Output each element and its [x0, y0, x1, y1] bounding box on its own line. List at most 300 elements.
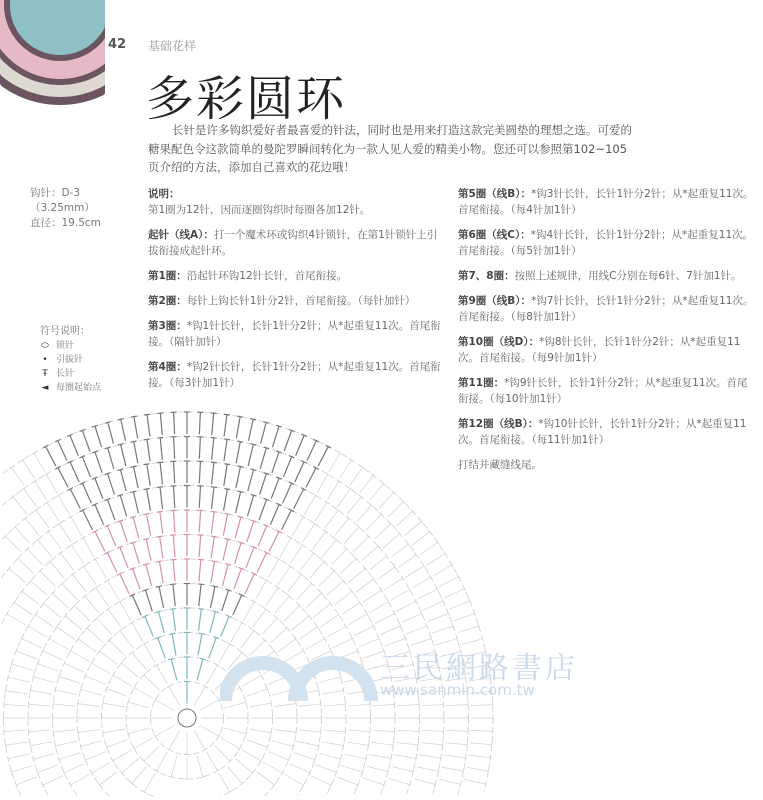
stitch-mark [444, 755, 466, 758]
stitch-top-mark [106, 607, 111, 611]
stitch-mark [428, 613, 448, 621]
stitch-mark [446, 705, 468, 706]
stitch-top-mark [9, 466, 14, 469]
stitch-top-mark [371, 473, 376, 477]
stitch-top-mark [225, 564, 231, 566]
stitch-mark [212, 462, 214, 484]
stitch-mark [38, 664, 59, 672]
stitch-mark [83, 538, 94, 557]
stitch-mark [348, 569, 365, 583]
stitch-mark [391, 590, 410, 601]
instruction-step [148, 227, 444, 259]
stitch-top-mark [5, 742, 6, 748]
instructions-left [148, 186, 444, 400]
legend-label: 引拔针 [56, 355, 84, 365]
stitch-mark [157, 752, 168, 771]
stitch-mark [169, 731, 180, 750]
stitch-mark [439, 779, 460, 784]
stitch-top-mark [211, 413, 217, 414]
stitch-mark [120, 631, 133, 648]
diameter-spec: 直径：19.5cm [30, 217, 101, 229]
stitch-top-mark [415, 599, 418, 604]
step-heading: 起针（线A）： [148, 229, 214, 241]
stitch-mark [81, 741, 102, 747]
stitch-top-mark [120, 771, 124, 776]
stitch-top-mark [81, 565, 86, 568]
stitch-mark [223, 514, 227, 536]
stitch-mark [160, 487, 163, 509]
watermark [220, 643, 640, 703]
stitch-mark [171, 756, 177, 777]
stitch-top-mark [336, 508, 341, 512]
step-heading: 第7、8圈： [458, 270, 515, 282]
stitch-mark [433, 565, 452, 576]
stitch-top-mark [440, 755, 441, 761]
stitch-mark [299, 627, 317, 640]
step-heading: 第5圈（线B）： [458, 188, 532, 200]
stitch-mark [370, 484, 384, 501]
step-text: *钩10针长针，长针1针分2针；从*起重复11次。首尾衔接。（每11针加1针） [458, 418, 747, 446]
stitch-mark [275, 596, 289, 613]
step-heading: 第12圈（线B）： [458, 418, 539, 430]
watermark-url: www.sanmin.com.tw [380, 681, 535, 699]
stitch-mark [134, 738, 153, 749]
stitch-mark [55, 690, 77, 695]
stitch-mark [7, 614, 26, 625]
step-text: 打结并藏缝线尾。 [458, 459, 542, 471]
stitch-mark [269, 531, 279, 551]
stitch-mark [147, 439, 150, 461]
stitch-top-mark [111, 673, 114, 678]
stitch-mark [146, 514, 150, 536]
stitch-mark [357, 505, 371, 522]
stitch-mark [199, 535, 201, 557]
stitch-mark [11, 467, 24, 485]
stitch-mark [87, 628, 103, 643]
stitch-top-mark [200, 658, 206, 660]
stitch-mark [100, 772, 117, 785]
stitch-mark [224, 439, 227, 461]
stitch-mark [422, 705, 444, 706]
stitch-mark [458, 626, 479, 633]
stitch-top-mark [156, 611, 162, 613]
stitch-mark [46, 447, 56, 467]
stitch-mark [380, 626, 400, 635]
step-heading: 第11圈： [458, 377, 505, 389]
stitch-top-mark [238, 746, 241, 751]
stitch-top-mark [296, 729, 297, 735]
stitch-top-mark [130, 542, 136, 544]
stitch-top-mark [105, 447, 111, 449]
stitch-mark [155, 725, 174, 736]
stitch-top-mark [224, 414, 230, 415]
stitch-mark [209, 638, 217, 659]
stitch-top-mark [457, 574, 460, 579]
stitch-top-mark [133, 746, 136, 751]
stitch-mark [223, 539, 228, 560]
legend-title: 符号说明： [40, 326, 90, 337]
stitch-mark [412, 532, 429, 545]
stitch-top-mark [323, 530, 328, 534]
stitch-mark [85, 752, 105, 760]
stitch-mark [211, 512, 214, 534]
stitch-top-mark [381, 482, 386, 486]
stitch-mark [272, 452, 279, 473]
stitch-top-mark [415, 552, 418, 557]
stitch-mark [82, 457, 90, 477]
stitch-mark [108, 422, 114, 443]
step-text: 按照上述规律，用线C分别在每6针、7针加1针。 [514, 270, 742, 282]
stitch-mark [348, 704, 370, 706]
stitch-top-mark [120, 661, 124, 666]
stitch-mark [144, 746, 160, 762]
stitch-top-mark [312, 522, 317, 525]
stitch-top-mark [42, 782, 45, 787]
stitch-mark [173, 560, 175, 582]
stitch-top-mark [69, 543, 74, 546]
stitch-top-mark [78, 729, 79, 735]
stitch-mark [44, 604, 61, 618]
stitch-mark [292, 517, 303, 536]
stitch-top-mark [276, 558, 281, 561]
stitch-mark [71, 517, 82, 536]
stitch-mark [263, 762, 282, 773]
stitch-mark [82, 483, 91, 503]
stitch-top-mark [211, 536, 217, 537]
stitch-mark [347, 497, 361, 514]
stitch-top-mark [118, 419, 124, 420]
stitch-mark [283, 457, 291, 477]
stitch-mark [30, 690, 52, 694]
stitch-mark [199, 584, 201, 606]
instruction-step [458, 186, 754, 218]
stitch-mark [445, 743, 467, 745]
stitch-mark [134, 688, 153, 699]
stitch-mark [228, 767, 242, 784]
stitch-mark [132, 623, 143, 642]
chain-oval-icon: ⬭ [41, 341, 49, 351]
stitch-top-mark [287, 594, 292, 598]
stitch-top-mark [157, 413, 163, 414]
watermark-logo-icon [220, 643, 380, 703]
stitch-top-mark [393, 742, 394, 748]
stitch-mark [31, 581, 48, 596]
stitch-mark [340, 460, 352, 479]
stitch-top-mark [325, 473, 330, 476]
stitch-top-mark [166, 685, 171, 688]
step-text: *钩3针长针，长针1针分2针；从*起重复11次。首尾衔接。（每4针加1针） [458, 188, 754, 216]
stitch-mark [396, 601, 416, 611]
stitch-top-mark [302, 783, 305, 788]
stitch-top-mark [238, 516, 244, 518]
stitch-top-mark [311, 551, 316, 555]
stitch-mark [392, 767, 413, 772]
stitch-mark [159, 561, 163, 583]
stitch-mark [65, 616, 82, 630]
stitch-mark [134, 417, 138, 439]
stitch-top-mark [263, 447, 269, 449]
stitch-mark [107, 740, 128, 748]
stitch-mark [414, 779, 435, 785]
stitch-mark [171, 659, 177, 680]
stitch-top-mark [359, 495, 364, 499]
stitch-mark [222, 564, 228, 585]
stitch-mark [318, 447, 328, 467]
stitch-mark [347, 742, 369, 745]
step-heading: 第6圈（线C）： [458, 229, 531, 241]
stitch-top-mark [239, 621, 244, 624]
stitch-top-mark [251, 771, 255, 776]
stitch-mark [95, 559, 106, 578]
stitch-mark [274, 704, 296, 707]
stitch-top-mark [76, 637, 80, 642]
stitch-top-mark [198, 559, 204, 560]
stitch-mark [432, 626, 453, 633]
stitch-mark [75, 606, 91, 622]
stitch-mark [174, 412, 175, 434]
step-heading: 第1圈： [148, 270, 187, 282]
stitch-top-mark [337, 612, 340, 617]
stitch-top-mark [211, 437, 217, 438]
stitch-mark [344, 527, 359, 543]
stitch-top-mark [63, 613, 67, 618]
stitch-top-mark [240, 782, 245, 786]
stitch-mark [294, 489, 304, 509]
stitch-mark [418, 589, 438, 599]
stitch-top-mark [393, 565, 397, 570]
stitch-top-mark [418, 742, 419, 748]
stitch-mark [120, 574, 129, 594]
stitch-mark [174, 437, 175, 459]
stitch-top-mark [372, 623, 375, 628]
stitch-mark [173, 486, 174, 508]
stitch-mark [29, 730, 51, 732]
stitch-mark [23, 460, 35, 479]
stitch-mark [155, 700, 174, 711]
legend-item [40, 353, 101, 367]
step-text: *钩7针长针，长针1针分2针；从*起重复11次。首尾衔接。（每8针加1针） [458, 295, 754, 323]
stitch-top-mark [130, 651, 135, 655]
stitch-mark [197, 756, 203, 777]
step-heading: 第9圈（线B）： [458, 295, 532, 307]
stitch-mark [384, 578, 402, 590]
stitch-top-mark [117, 600, 122, 603]
stitch-mark [29, 704, 51, 706]
stitch-mark [313, 604, 330, 618]
stitch-mark [307, 441, 316, 461]
stitch-top-mark [168, 658, 174, 660]
stitch-top-mark [98, 783, 102, 788]
stitch-top-mark [307, 613, 311, 618]
stitch-top-mark [20, 589, 24, 594]
stitch-mark [348, 614, 367, 625]
stitch-mark [95, 505, 104, 525]
stitch-mark [197, 659, 203, 680]
stitch-top-mark [323, 636, 326, 641]
stitch-mark [245, 574, 254, 594]
stitch-top-mark [252, 600, 257, 603]
stitch-mark [113, 675, 132, 686]
stitch-mark [12, 766, 33, 772]
stitch-mark [107, 500, 115, 521]
stitch-top-mark [217, 734, 220, 739]
stitch-top-mark [23, 516, 28, 520]
stitch-mark [369, 754, 391, 758]
stitch-top-mark [272, 783, 276, 788]
stitch-mark [108, 474, 115, 495]
stitch-top-mark [144, 489, 150, 490]
stitch-mark [225, 702, 246, 708]
stitch-mark [417, 767, 439, 772]
stitch-mark [70, 489, 80, 509]
stitch-top-mark [157, 462, 163, 463]
stitch-mark [133, 517, 139, 538]
legend-item [40, 381, 101, 395]
stitch-mark [412, 577, 431, 588]
legend-label: 锁针 [56, 341, 75, 351]
instruction-step [148, 268, 444, 284]
stitch-mark [405, 521, 422, 535]
stitch-mark [210, 612, 216, 633]
stitch-mark [327, 581, 344, 596]
step-text: 沿起针环钩12针长针，首尾衔接。 [186, 270, 348, 282]
stitch-mark [169, 686, 180, 705]
hook-size: （3.25mm） [30, 202, 95, 214]
stitch-mark [59, 495, 70, 514]
stitch-mark [315, 502, 327, 520]
legend-label: 每圈起始点 [56, 383, 102, 393]
stitch-top-mark [157, 487, 163, 488]
stitch-mark [84, 566, 96, 584]
stitch-mark [235, 543, 241, 564]
crochet-mat-photo [0, 0, 105, 108]
stitch-top-mark [351, 636, 354, 641]
step-text: *钩1针长针，长针1针分2针；从*起重复11次。首尾衔接。（隔针加针） [148, 320, 441, 348]
stitch-mark [159, 612, 165, 633]
stitch-mark [373, 730, 395, 731]
stitch-top-mark [451, 562, 454, 567]
stitch-top-mark [111, 758, 114, 763]
stitch-top-mark [203, 748, 208, 751]
stitch-mark [24, 489, 37, 507]
step-text: *钩8针长针，长针1针分2针；从*起重复11次。首尾衔接。（每9针加1针） [458, 336, 741, 364]
stitch-top-mark [492, 742, 493, 748]
stitch-top-mark [406, 542, 410, 547]
stitch-top-mark [276, 586, 281, 589]
stitch-mark [305, 593, 321, 608]
stitch-mark [439, 577, 459, 587]
symbol-legend [40, 325, 101, 395]
stitch-mark [396, 511, 412, 526]
stitch-mark [225, 728, 246, 734]
stitch-mark [317, 474, 328, 493]
stitch-top-mark [34, 508, 39, 512]
stitch-mark [258, 526, 266, 546]
stitch-top-mark [366, 611, 369, 616]
stitch-mark [221, 616, 229, 636]
stitch-top-mark [237, 416, 243, 417]
stitch-mark [335, 518, 349, 535]
stitch-mark [329, 453, 340, 472]
stitch-mark [268, 752, 288, 760]
stitch-mark [81, 690, 102, 696]
stitch-mark [43, 651, 63, 660]
stitch-mark [146, 564, 152, 585]
stitch-top-mark [346, 516, 351, 520]
round-9-ring [1, 486, 419, 794]
stitch-mark [212, 438, 214, 460]
stitch-top-mark [465, 755, 466, 761]
stitch-mark [322, 742, 344, 746]
step-text: *钩2针长针，长针1针分2针；从*起重复11次。首尾衔接。（每3针加1针） [148, 361, 441, 389]
stitch-mark [292, 616, 309, 630]
stitch-top-mark [251, 469, 257, 471]
stitch-mark [454, 613, 475, 621]
stitch-top-mark [344, 624, 347, 629]
stitch-mark [469, 755, 491, 758]
stitch-mark [290, 545, 302, 563]
stitch-mark [342, 602, 360, 614]
stitch-top-mark [131, 466, 137, 467]
stitch-top-mark [5, 688, 6, 694]
stitch-top-mark [32, 480, 37, 483]
stitch-top-mark [157, 437, 163, 438]
stitch-mark [172, 634, 176, 656]
stitch-mark [95, 531, 105, 551]
stitch-mark [22, 591, 39, 604]
stitch-top-mark [70, 573, 75, 577]
stitch-top-mark [337, 480, 342, 483]
stitch-top-mark [27, 624, 30, 629]
stitch-mark [100, 651, 117, 664]
stitch-mark [231, 623, 242, 642]
stitch-mark [325, 510, 338, 528]
stitch-top-mark [21, 487, 26, 490]
stitch-mark [147, 415, 150, 437]
stitch-top-mark [264, 579, 269, 582]
stitch-mark [95, 478, 103, 499]
stitch-mark [397, 704, 419, 705]
stitch-top-mark [93, 586, 98, 589]
stitch-top-mark [224, 489, 230, 490]
stitch-mark [235, 517, 241, 538]
stitch-mark [48, 532, 61, 550]
stitch-mark [449, 601, 469, 609]
stitch-mark [53, 730, 75, 732]
stitch-top-mark [198, 609, 204, 610]
stitch-mark [366, 514, 381, 530]
stitch-mark [64, 663, 84, 672]
stitch-top-mark [227, 791, 232, 794]
stitch-top-mark [166, 748, 171, 751]
stitch-top-mark [11, 495, 16, 499]
stitch-mark [46, 474, 57, 493]
stitch-top-mark [385, 554, 389, 559]
stitch-mark [295, 462, 304, 482]
stitch-top-mark [281, 770, 284, 775]
stitch-top-mark [130, 782, 135, 786]
step-text: 打一个魔术环或钩织4针锁针，在第1针锁针上引拔衔接成起针环。 [148, 229, 438, 257]
stitch-mark [132, 767, 146, 784]
stitch-top-mark [105, 422, 111, 424]
stitch-top-mark [170, 584, 176, 585]
stitch-mark [52, 593, 68, 608]
stitch-top-mark [211, 487, 217, 488]
round-12-ring [3, 412, 493, 792]
stitch-top-mark [334, 538, 339, 542]
stitch-mark [297, 741, 319, 746]
step-text: 第1圈为12针，因而逐圈钩织时每圈各加12针。 [148, 204, 371, 216]
